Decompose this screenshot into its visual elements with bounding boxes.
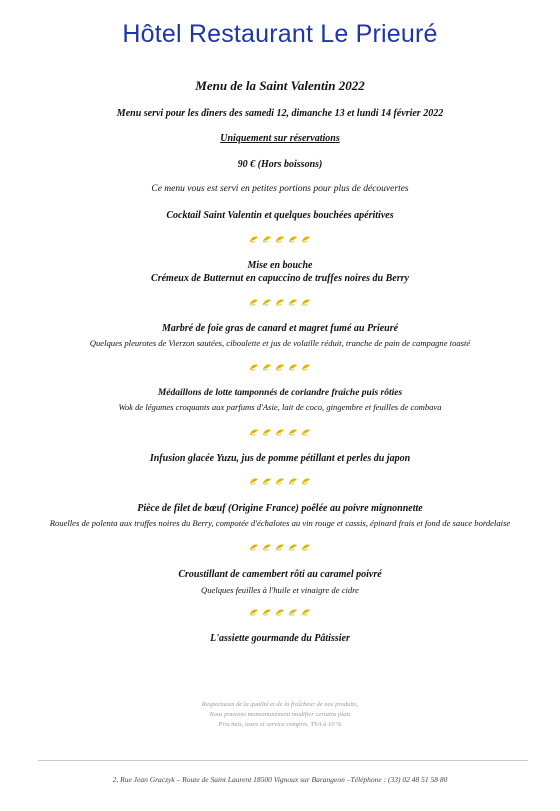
gold-leaf-icon: [288, 235, 298, 243]
gold-leaf-icon: [275, 543, 285, 551]
gold-leaf-icon: [262, 608, 272, 616]
footer-address: 2, Rue Jean Graczyk – Route de Saint Laurent 18500 Vignoux sur Barangeon –Téléphone : (33) 02 48 51 58 80: [112, 775, 448, 784]
gold-leaf-icon: [288, 363, 298, 371]
hotel-title: Hôtel Restaurant Le Prieuré: [122, 20, 438, 48]
course-camembert-desc: Quelques feuilles à l'huile et vinaigre de cidre: [201, 585, 359, 595]
course-camembert: Croustillant de camembert rôti au caramel poivré: [178, 569, 382, 580]
course-foie-gras-desc: Quelques pleurotes de Vierzon sautées, ciboulette et jus de volaille réduit, tranche de pain de campagne toasté: [89, 338, 471, 348]
gold-leaf-icon: [249, 363, 259, 371]
ornament-separator: [0, 543, 560, 555]
course-lotte: Médaillons de lotte tamponnés de coriandre fraîche puis rôties: [157, 388, 403, 398]
footer-note-2: Nous pouvons momentanément modifier certains plats: [209, 711, 351, 718]
footer-note-3: Prix nets, taxes et service compris, TVA à 10 %: [218, 721, 342, 728]
menu-dates: Menu servi pour les dîners des samedi 12, dimanche 13 et lundi 14 février 2022: [116, 108, 444, 119]
ornament-separator: [0, 235, 560, 247]
gold-leaf-icon: [288, 477, 298, 485]
gold-leaf-icon: [249, 428, 259, 436]
gold-leaf-icon: [275, 298, 285, 306]
gold-leaf-icon: [301, 543, 311, 551]
gold-leaf-icon: [249, 235, 259, 243]
gold-leaf-icon: [262, 235, 272, 243]
gold-leaf-icon: [275, 363, 285, 371]
gold-leaf-icon: [262, 298, 272, 306]
ornament-separator: [0, 477, 560, 489]
gold-leaf-icon: [288, 298, 298, 306]
menu-title: Menu de la Saint Valentin 2022: [195, 78, 365, 93]
gold-leaf-icon: [301, 363, 311, 371]
gold-leaf-icon: [301, 428, 311, 436]
gold-leaf-icon: [275, 235, 285, 243]
portions-note: Ce menu vous est servi en petites portions pour plus de découvertes: [151, 184, 409, 194]
gold-leaf-icon: [262, 363, 272, 371]
course-boeuf: Pièce de filet de bœuf (Origine France) poêlée au poivre mignonnette: [137, 503, 423, 514]
gold-leaf-icon: [301, 235, 311, 243]
course-cocktail: Cocktail Saint Valentin et quelques bouchées apéritives: [166, 210, 394, 221]
course-amuse-subtitle: Crémeux de Butternut en capuccino de truffes noires du Berry: [151, 273, 409, 284]
gold-leaf-icon: [275, 608, 285, 616]
gold-leaf-icon: [249, 477, 259, 485]
gold-leaf-icon: [275, 428, 285, 436]
gold-leaf-icon: [288, 428, 298, 436]
gold-leaf-icon: [288, 608, 298, 616]
course-infusion: Infusion glacée Yuzu, jus de pomme pétillant et perles du japon: [149, 453, 411, 464]
gold-leaf-icon: [301, 608, 311, 616]
course-lotte-desc: Wok de légumes croquants aux parfums d'Asie, lait de coco, gingembre et feuilles de combava: [118, 402, 442, 412]
gold-leaf-icon: [262, 543, 272, 551]
menu-price: 90 € (Hors boissons): [237, 159, 323, 170]
reservation-note: Uniquement sur réservations: [220, 133, 340, 144]
course-boeuf-desc: Rouelles de polenta aux truffes noires du Berry, compotée d'échalotes au vin rouge et cassis, épinard frais et fond de sauce bordelaise: [49, 518, 511, 528]
gold-leaf-icon: [249, 298, 259, 306]
footer-note-1: Respectueux de la qualité et de la fraîcheur de nos produits,: [201, 701, 359, 708]
gold-leaf-icon: [275, 477, 285, 485]
gold-leaf-icon: [301, 298, 311, 306]
ornament-separator: [0, 363, 560, 375]
course-dessert: L'assiette gourmande du Pâtissier: [210, 633, 350, 644]
gold-leaf-icon: [249, 543, 259, 551]
gold-leaf-icon: [249, 608, 259, 616]
gold-leaf-icon: [262, 477, 272, 485]
ornament-separator: [0, 298, 560, 310]
footer-divider: [38, 760, 528, 761]
gold-leaf-icon: [301, 477, 311, 485]
ornament-separator: [0, 608, 560, 620]
gold-leaf-icon: [262, 428, 272, 436]
gold-leaf-icon: [288, 543, 298, 551]
course-foie-gras: Marbré de foie gras de canard et magret fumé au Prieuré: [161, 323, 399, 334]
course-amuse-title: Mise en bouche: [247, 260, 313, 271]
ornament-separator: [0, 428, 560, 440]
